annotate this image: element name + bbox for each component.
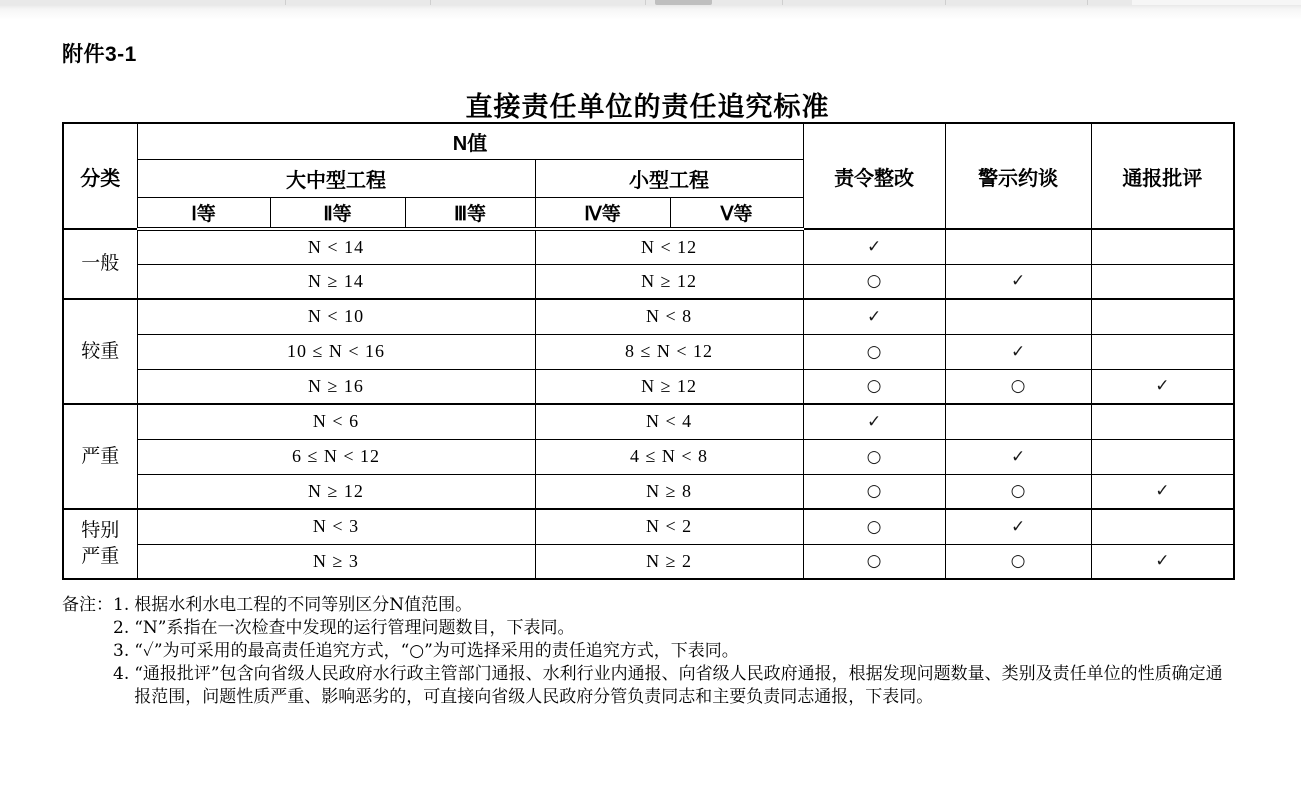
check-mark-cell: ✓ — [803, 229, 945, 264]
range-small-cell: N < 12 — [535, 229, 803, 264]
check-mark-cell: ✓ — [803, 299, 945, 334]
empty-mark-cell — [945, 229, 1091, 264]
note-text: “✓”为可采用的最高责任追究方式，“○”为可选择采用的责任追究方式，下表同。 — [134, 641, 739, 661]
toolbar-active-segment[interactable] — [655, 0, 712, 5]
circle-mark-cell: ○ — [803, 264, 945, 299]
table-row — [63, 299, 1234, 334]
table-row — [63, 264, 1234, 299]
header-category: 分类 — [63, 123, 137, 229]
range-large-medium-cell: N ≥ 12 — [137, 474, 535, 509]
category-cell: 特别严重 — [63, 509, 137, 579]
note-item — [113, 663, 1262, 709]
attachment-label: 附件3-1 — [62, 43, 137, 66]
note-number: 1. — [113, 595, 130, 615]
category-cell: 严重 — [63, 404, 137, 509]
range-large-medium-cell: 10 ≤ N < 16 — [137, 334, 535, 369]
category-cell: 较重 — [63, 299, 137, 404]
table-row — [63, 544, 1234, 579]
notes-label: 备注： — [62, 595, 113, 615]
empty-mark-cell — [1091, 334, 1234, 369]
range-small-cell: N ≥ 8 — [535, 474, 803, 509]
notes-block — [62, 594, 1262, 709]
header-large-medium-project: 大中型工程 — [137, 159, 535, 197]
note-number: 2. — [113, 618, 130, 638]
toolbar-divider — [782, 0, 783, 5]
check-mark-cell: ✓ — [803, 404, 945, 439]
note-item — [113, 617, 1262, 640]
circle-mark-cell: ○ — [945, 369, 1091, 404]
range-small-cell: N ≥ 2 — [535, 544, 803, 579]
range-small-cell: N ≥ 12 — [535, 369, 803, 404]
header-measure-order-rectify: 责令整改 — [803, 123, 945, 229]
header-grade-4: Ⅳ等 — [535, 197, 670, 229]
circle-mark-cell: ○ — [803, 439, 945, 474]
table-row — [63, 439, 1234, 474]
range-small-cell: 4 ≤ N < 8 — [535, 439, 803, 474]
note-text: “通报批评”包含向省级人民政府水行政主管部门通报、水利行业内通报、向省级人民政府通报，根据发现问题数量、类别及责任单位的性质确定通报范围，问题性质严重、影响恶劣的，可直接向省级人民政府分管负责同志和主要负责同志通报，下表同。 — [134, 664, 1223, 707]
responsibility-standard-table — [62, 122, 1235, 580]
category-cell: 一般 — [63, 229, 137, 299]
table-row — [63, 509, 1234, 544]
range-large-medium-cell: N < 6 — [137, 404, 535, 439]
header-grade-1: Ⅰ等 — [137, 197, 270, 229]
header-small-project: 小型工程 — [535, 159, 803, 197]
circle-mark-cell: ○ — [945, 474, 1091, 509]
check-mark-cell: ✓ — [1091, 474, 1234, 509]
circle-mark-cell: ○ — [803, 369, 945, 404]
header-row-1 — [63, 123, 1234, 159]
toolbar-light-section — [1132, 0, 1301, 5]
table-row — [63, 404, 1234, 439]
toolbar-bottom-strip — [0, 0, 1301, 22]
empty-mark-cell — [1091, 439, 1234, 474]
range-large-medium-cell: 6 ≤ N < 12 — [137, 439, 535, 474]
check-mark-cell: ✓ — [1091, 544, 1234, 579]
toolbar-divider — [430, 0, 431, 5]
header-n-value: N值 — [137, 123, 803, 159]
empty-mark-cell — [1091, 229, 1234, 264]
check-mark-cell: ✓ — [945, 334, 1091, 369]
note-item — [113, 640, 1262, 663]
note-item — [113, 594, 1262, 617]
empty-mark-cell — [1091, 509, 1234, 544]
range-small-cell: N < 2 — [535, 509, 803, 544]
empty-mark-cell — [1091, 264, 1234, 299]
page-title: 直接责任单位的责任追究标准 — [465, 92, 830, 122]
range-large-medium-cell: N < 3 — [137, 509, 535, 544]
header-grade-2: Ⅱ等 — [270, 197, 405, 229]
range-small-cell: 8 ≤ N < 12 — [535, 334, 803, 369]
range-small-cell: N < 8 — [535, 299, 803, 334]
toolbar-divider — [285, 0, 286, 5]
table-row — [63, 369, 1234, 404]
empty-mark-cell — [1091, 404, 1234, 439]
note-number: 3. — [113, 641, 130, 661]
header-measure-warning-talk: 警示约谈 — [945, 123, 1091, 229]
circle-mark-cell: ○ — [803, 509, 945, 544]
range-large-medium-cell: N ≥ 16 — [137, 369, 535, 404]
note-text: “N”系指在一次检查中发现的运行管理问题数目，下表同。 — [134, 618, 575, 638]
check-mark-cell: ✓ — [945, 439, 1091, 474]
range-large-medium-cell: N ≥ 14 — [137, 264, 535, 299]
header-measure-circulate-criticism: 通报批评 — [1091, 123, 1234, 229]
range-small-cell: N ≥ 12 — [535, 264, 803, 299]
range-small-cell: N < 4 — [535, 404, 803, 439]
circle-mark-cell: ○ — [803, 474, 945, 509]
header-grade-3: Ⅲ等 — [405, 197, 535, 229]
circle-mark-cell: ○ — [803, 544, 945, 579]
empty-mark-cell — [1091, 299, 1234, 334]
notes-list — [113, 594, 1262, 709]
toolbar-divider — [645, 0, 646, 5]
range-large-medium-cell: N < 14 — [137, 229, 535, 264]
note-number: 4. — [113, 664, 130, 684]
check-mark-cell: ✓ — [945, 264, 1091, 299]
circle-mark-cell: ○ — [945, 544, 1091, 579]
toolbar-divider — [1087, 0, 1088, 5]
range-large-medium-cell: N < 10 — [137, 299, 535, 334]
circle-mark-cell: ○ — [803, 334, 945, 369]
check-mark-cell: ✓ — [1091, 369, 1234, 404]
table-row — [63, 334, 1234, 369]
table-row — [63, 474, 1234, 509]
empty-mark-cell — [945, 404, 1091, 439]
check-mark-cell: ✓ — [945, 509, 1091, 544]
empty-mark-cell — [945, 299, 1091, 334]
note-text: 根据水利水电工程的不同等别区分N值范围。 — [134, 595, 473, 615]
range-large-medium-cell: N ≥ 3 — [137, 544, 535, 579]
toolbar-divider — [945, 0, 946, 5]
header-grade-5: Ⅴ等 — [670, 197, 803, 229]
table-row — [63, 229, 1234, 264]
